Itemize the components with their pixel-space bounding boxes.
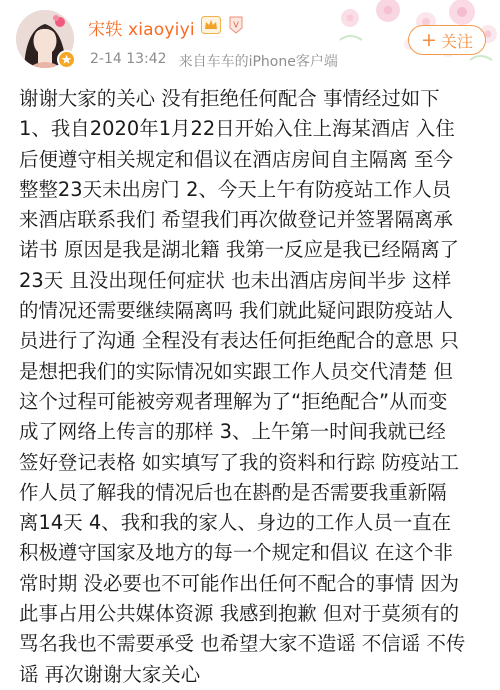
post-text-line: 签好登记表格 如实填写了我的资料和行踪 防疫站工 — [19, 450, 460, 474]
post-text-line: 后便遵守相关规定和倡议在酒店房间自主隔离 至今 — [19, 147, 453, 171]
post-timestamp: 2-14 13:42 — [90, 51, 167, 67]
post-text-line: 员进行了沟通 全程没有表达任何拒绝配合的意思 只 — [19, 329, 460, 353]
post-text-line: 此事占用公共媒体资源 我感到抱歉 但对于莫须有的 — [19, 602, 460, 626]
post-text-line: 是想把我们的实际情况如实跟工作人员交代清楚 但 — [19, 359, 453, 383]
post-text-line: 作人员了解我的情况后也在斟酌是否需要我重新隔 — [19, 480, 447, 504]
post-meta — [90, 51, 338, 71]
post-text-line: 1、我自2020年1月22日开始入住上海某酒店 入住 — [19, 117, 455, 141]
post-text-line: 成了网络上传言的那样 3、上午第一时间我就已经 — [19, 420, 446, 444]
author-row — [88, 14, 245, 40]
level-badge-icon — [227, 16, 245, 38]
vip-crown-icon — [201, 16, 221, 38]
post-text-line: 23天 且没出现任何症状 也未出酒店房间半步 这样 — [19, 268, 452, 292]
post-text-line: 骂名我也不需要承受 也希望大家不造谣 不信谣 不传 — [19, 632, 466, 656]
post-text-line: 谢谢大家的关心 没有拒绝任何配合 事情经过如下 — [19, 87, 440, 110]
post-text-line: 来酒店联系我们 希望我们再次做登记并签署隔离承 — [19, 208, 453, 232]
follow-button[interactable] — [408, 25, 486, 55]
post-source[interactable]: 来自车车的iPhone客户端 — [178, 54, 338, 70]
plus-icon: + — [421, 28, 437, 51]
verified-star-icon — [57, 50, 76, 69]
svg-text:V: V — [233, 20, 239, 30]
post-text-line: 整整23天未出房门 2、今天上午有防疫站工作人员 — [19, 177, 452, 201]
post-text-line: 谣 再次谢谢大家关心 — [19, 662, 201, 686]
post-text-line: 积极遵守国家及地方的每一个规定和倡议 在这个非 — [19, 541, 453, 565]
post-text-line: 常时期 没必要也不可能作出任何不配合的事情 因为 — [19, 571, 460, 595]
post-text-line: 诺书 原因是我是湖北籍 我第一反应是我已经隔离了 — [19, 238, 460, 262]
follow-label: 关注 — [440, 31, 473, 51]
author-avatar[interactable] — [16, 10, 74, 68]
author-name[interactable]: 宋轶 xiaoyiyi — [88, 19, 195, 40]
post-text-line: 的情况还需要继续隔离吗 我们就此疑问跟防疫站人 — [19, 299, 453, 323]
post-text-line: 这个过程可能被旁观者理解为了“拒绝配合”从而变 — [19, 389, 448, 413]
post-text-line: 离14天 4、我和我的家人、身边的工作人员一直在 — [19, 511, 452, 535]
post-content — [19, 84, 489, 690]
post-header — [0, 0, 500, 78]
